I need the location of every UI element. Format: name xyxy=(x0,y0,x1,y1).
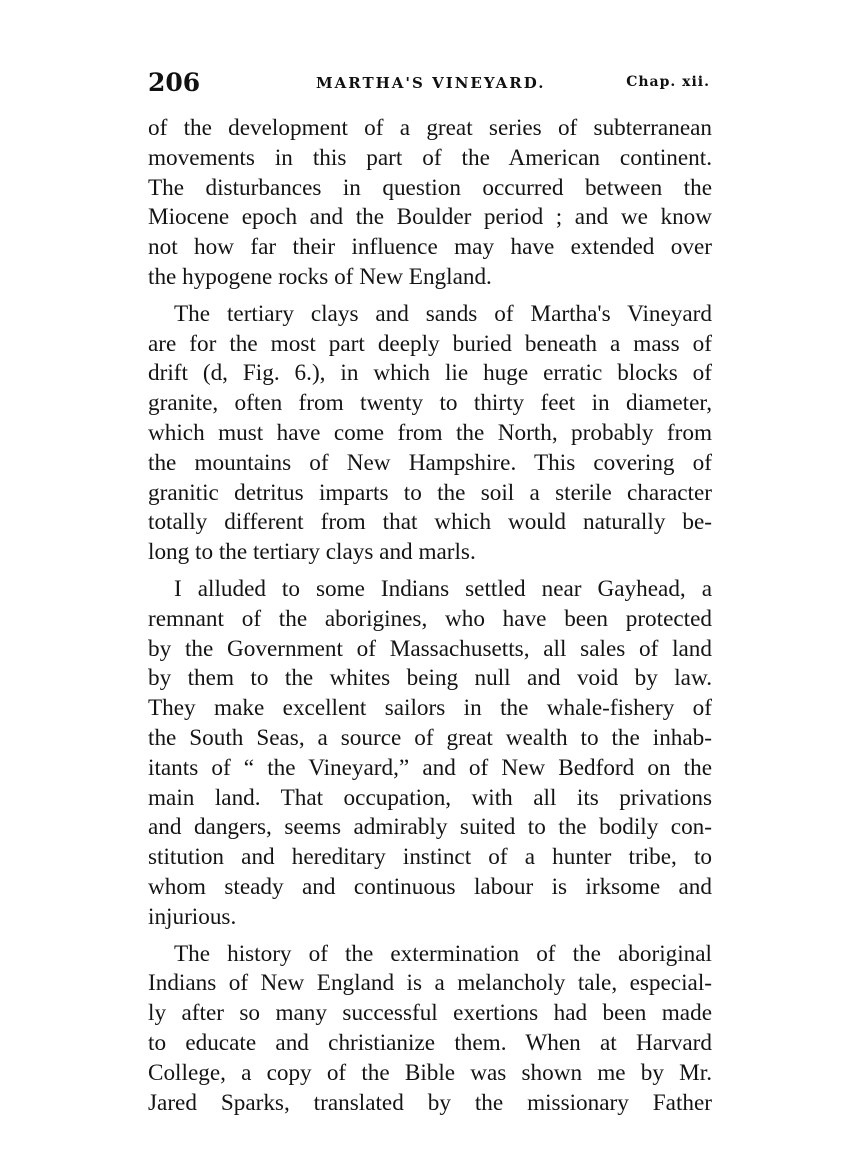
text-line: whom steady and continuous labour is irksome and xyxy=(148,873,712,900)
text-line: College, a copy of the Bible was shown me by Mr. xyxy=(148,1059,712,1086)
text-line: the South Seas, a source of great wealth to the inhab- xyxy=(148,724,712,751)
text-line: the hypogene rocks of New England. xyxy=(148,263,492,290)
text-line: totally different from that which would naturally be- xyxy=(148,509,712,536)
text-line: itants of “ the Vineyard,” and of New Bedford on the xyxy=(148,754,712,781)
text-line: They make excellent sailors in the whale-fishery of xyxy=(148,695,712,722)
text-line: to educate and christianize them. When at Harvard xyxy=(148,1029,712,1056)
text-line: movements in this part of the American continent. xyxy=(148,144,712,171)
text-line: and dangers, seems admirably suited to the bodily con- xyxy=(148,814,712,841)
text-line: by the Government of Massachusetts, all sales of land xyxy=(148,635,712,662)
paragraph xyxy=(148,114,712,293)
text-line: are for the most part deeply buried beneath a mass of xyxy=(148,330,712,357)
chapter-reference: Chap. xii. xyxy=(626,74,710,90)
body-text xyxy=(148,114,712,1118)
text-line: The disturbances in question occurred between the xyxy=(148,174,712,201)
text-line: not how far their influence may have extended over xyxy=(148,234,712,261)
text-line: The history of the extermination of the aboriginal xyxy=(174,940,712,967)
text-line: I alluded to some Indians settled near Gayhead, a xyxy=(174,575,712,602)
text-line: long to the tertiary clays and marls. xyxy=(148,539,476,566)
page-number: 206 xyxy=(148,68,201,97)
text-line: granitic detritus imparts to the soil a sterile character xyxy=(148,479,712,506)
text-line: by them to the whites being null and void by law. xyxy=(148,665,712,692)
text-line: remnant of the aborigines, who have been protected xyxy=(148,605,712,632)
text-line: drift (d, Fig. 6.), in which lie huge erratic blocks of xyxy=(148,360,712,387)
text-line: ly after so many successful exertions had been made xyxy=(148,1000,712,1027)
text-line: Indians of New England is a melancholy tale, especial- xyxy=(148,970,712,997)
paragraph xyxy=(148,300,712,568)
text-line: the mountains of New Hampshire. This covering of xyxy=(148,449,712,476)
text-line: Jared Sparks, translated by the missionary Father xyxy=(148,1089,712,1116)
text-line: granite, often from twenty to thirty feet in diameter, xyxy=(148,390,712,417)
text-line: of the development of a great series of subterranean xyxy=(148,115,712,141)
text-line: Miocene epoch and the Boulder period ; and we know xyxy=(148,204,712,231)
running-title: MARTHA'S VINEYARD. xyxy=(316,74,546,92)
paragraph xyxy=(148,940,712,1119)
text-line: main land. That occupation, with all its privations xyxy=(148,784,712,811)
text-line: stitution and hereditary instinct of a hunter tribe, to xyxy=(148,844,712,871)
text-line: injurious. xyxy=(148,903,237,930)
paragraph xyxy=(148,575,712,933)
text-line: The tertiary clays and sands of Martha's Vineyard xyxy=(174,300,712,327)
page-header xyxy=(146,68,710,102)
text-line: which must have come from the North, probably from xyxy=(148,419,712,446)
